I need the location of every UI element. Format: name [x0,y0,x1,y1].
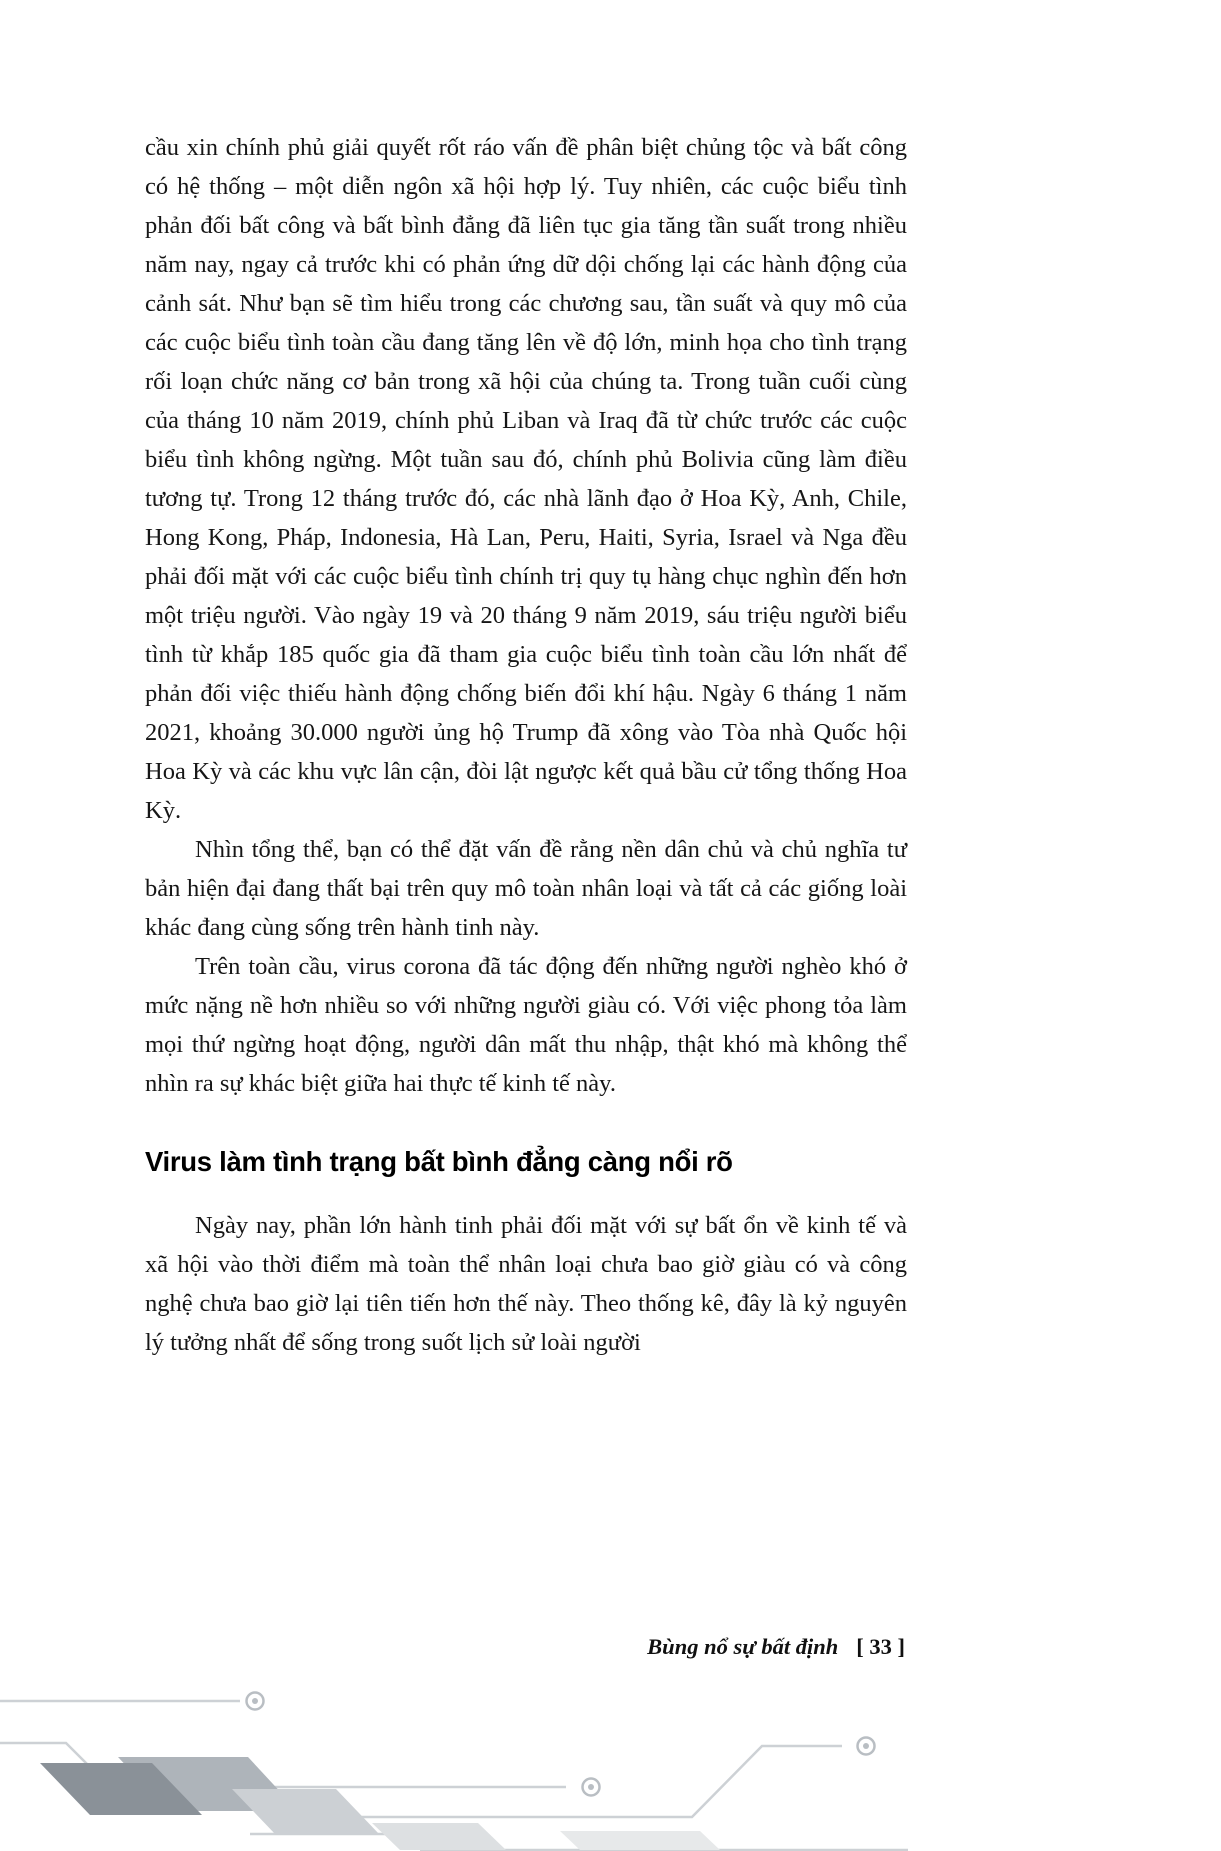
circuit-node-icon [583,1779,600,1796]
parallelogram-lightest [560,1831,720,1850]
paragraph: Trên toàn cầu, virus corona đã tác động đến những người nghèo khó ở mức nặng nề hơn nhiều so với những người giàu có. Với việc phong tỏa làm mọi thứ ngừng hoạt động, người dân mất thu nhập, thật khó mà không thể nhìn ra sự khác biệt giữa hai thực tế kinh tế này. [145,953,907,1097]
page-number: [ 33 ] [856,1634,905,1659]
circuit-node-icon [247,1693,264,1710]
circuit-node-icon [858,1738,875,1755]
parallelogram-mid [118,1757,298,1811]
page-footer [647,1634,905,1660]
circuit-nodes [247,1693,875,1796]
circuit-decoration [0,1631,1221,1851]
circuit-traces [0,1701,908,1850]
paragraph: Ngày nay, phần lớn hành tinh phải đối mặt với sự bất ổn về kinh tế và xã hội vào thời điểm mà toàn thể nhân loại chưa bao giờ giàu có và công nghệ chưa bao giờ lại tiên tiến hơn thế này. Theo thống kê, đây là kỷ nguyên lý tưởng nhất để sống trong suốt lịch sử loài người [145,1212,907,1356]
paragraph: Nhìn tổng thể, bạn có thể đặt vấn đề rằng nền dân chủ và chủ nghĩa tư bản hiện đại đang thất bại trên quy mô toàn nhân loại và tất cả các giống loài khác đang cùng sống trên hành tinh này. [145,836,907,941]
paragraph: cầu xin chính phủ giải quyết rốt ráo vấn đề phân biệt chủng tộc và bất công có hệ thống – một diễn ngôn xã hội hợp lý. Tuy nhiên, các cuộc biểu tình phản đối bất công và bất bình đẳng đã liên tục gia tăng tần suất trong nhiều năm nay, ngay cả trước khi có phản ứng dữ dội chống lại các hành động của cảnh sát. Như bạn sẽ tìm hiểu trong các chương sau, tần suất và quy mô của các cuộc biểu tình toàn cầu đang tăng lên về độ lớn, minh họa cho tình trạng rối loạn chức năng cơ bản trong xã hội của chúng ta. Trong tuần cuối cùng của tháng 10 năm 2019, chính phủ Liban và Iraq đã từ chức trước các cuộc biểu tình không ngừng. Một tuần sau đó, chính phủ Bolivia cũng làm điều tương tự. Trong 12 tháng trước đó, các nhà lãnh đạo ở Hoa Kỳ, Anh, Chile, Hong Kong, Pháp, Indonesia, Hà Lan, Peru, Haiti, Syria, Israel và Nga đều phải đối mặt với các cuộc biểu tình chính trị quy tụ hàng chục nghìn đến hơn một triệu người. Vào ngày 19 và 20 tháng 9 năm 2019, sáu triệu người biểu tình từ khắp 185 quốc gia đã tham gia cuộc biểu tình toàn cầu lớn nhất để phản đối việc thiếu hành động chống biến đổi khí hậu. Ngày 6 tháng 1 năm 2021, khoảng 30.000 người ủng hộ Trump đã xông vào Tòa nhà Quốc hội Hoa Kỳ và các khu vực lân cận, đòi lật ngược kết quả bầu cử tổng thống Hoa Kỳ. [145,134,907,824]
parallelogram-lighter [372,1823,506,1850]
section-heading: Virus làm tình trạng bất bình đẳng càng nổi rõ [145,1146,733,1177]
running-footer-title: Bùng nổ sự bất định [647,1634,839,1659]
body-text [145,128,907,1362]
parallelogram-dark [40,1763,202,1815]
parallelogram-light [232,1789,380,1835]
circuit-parallelograms [40,1757,720,1850]
